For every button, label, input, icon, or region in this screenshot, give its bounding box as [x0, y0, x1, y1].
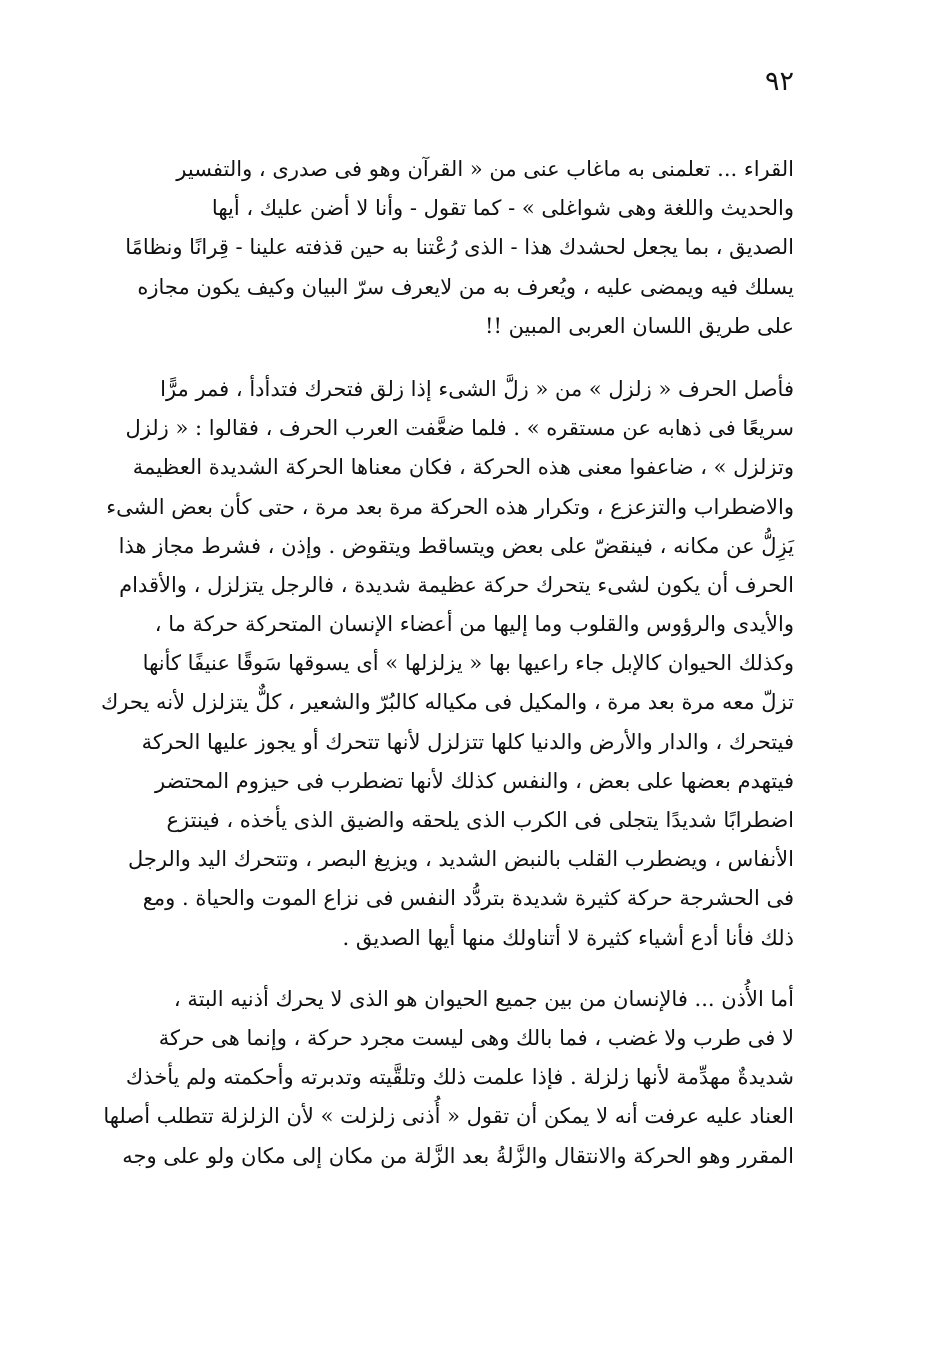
- text-line: وتزلزل » ، ضاعفوا معنى هذه الحركة ، فكان معناها الحركة الشديدة العظيمة: [132, 455, 794, 480]
- text-line: والأيدى والرؤوس والقلوب وما إليها من أعضاء الإنسان المتحركة حركة ما ،: [154, 612, 794, 637]
- paragraph-3: [94, 980, 794, 1176]
- text-line: والاضطراب والتزعزع ، وتكرار هذه الحركة مرة بعد مرة ، حتى كأن بعض الشىء: [106, 494, 794, 519]
- page-number: ٩٢: [764, 66, 794, 97]
- text-line: على طريق اللسان العربى المبين !!: [485, 313, 794, 338]
- paragraph-gap: [94, 346, 794, 370]
- body-text: [94, 150, 794, 1176]
- text-line: أما الأُذن ... فالإنسان من بين جميع الحيوان هو الذى لا يحرك أذنيه البتة ،: [173, 986, 794, 1011]
- text-line: فأصل الحرف « زلزل » من « زلَّ الشىء إذا زلق فتحرك فتدأدأ ، فمر مرًّا: [160, 376, 794, 401]
- text-line: سريعًا فى ذهابه عن مستقره » . فلما ضعَّفت العرب الحرف ، فقالوا : « زلزل: [125, 416, 794, 441]
- text-line: فيتهدم بعضها على بعض ، والنفس كذلك لأنها تضطرب فى حيزوم المحتضر: [155, 768, 794, 793]
- paragraph-1: [94, 150, 794, 346]
- text-line: اضطرابًا شديدًا يتجلى فى الكرب الذى يلحقه والضيق الذى يأخذه ، فينتزع: [166, 808, 794, 832]
- text-line: العناد عليه عرفت أنه لا يمكن أن تقول « أُذنى زلزلت » لأن الزلزلة تتطلب أصلها: [103, 1104, 794, 1129]
- text-line: القراء ... تعلمنى به ماغاب عنى من « القرآن وهو فى صدرى ، والتفسير: [176, 157, 794, 181]
- text-line: ذلك فأنا أدع أشياء كثيرة لا أتناولك منها أيها الصديق .: [342, 925, 794, 950]
- text-line: لا فى طرب ولا غضب ، فما بالك وهى ليست مجرد حركة ، وإنما هى حركة: [158, 1025, 794, 1050]
- text-line: تزلّ معه مرة بعد مرة ، والمكيل فى مكياله كالبُرّ والشعير ، كلٌّ يتزلزل لأنه يحرك: [101, 690, 794, 715]
- text-line: فى الحشرجة حركة كثيرة شديدة بتردُّد النفس فى نزاع الموت والحياة . ومع: [142, 886, 794, 911]
- paragraph-gap: [94, 958, 794, 980]
- text-line: الأنفاس ، ويضطرب القلب بالنبض الشديد ، ويزيغ البصر ، وتتحرك اليد والرجل: [127, 847, 794, 872]
- text-line: الصديق ، بما يجعل لحشدك هذا - الذى رُعْتنا به حين قذفته علينا - قِرانًا ونظامًا: [125, 235, 794, 260]
- paragraph-2: [94, 370, 794, 958]
- text-line: يَزِلُّ عن مكانه ، فينقضّ على بعض ويتساقط ويتقوض . وإذن ، فشرط مجاز هذا: [118, 533, 794, 558]
- text-line: المقرر وهو الحركة والانتقال والزَّلةُ بعد الزَّلة من مكان إلى مكان ولو على وجه: [122, 1143, 794, 1168]
- text-line: يسلك فيه ويمضى عليه ، ويُعرف به من لايعرف سرّ البيان وكيف يكون مجازه: [137, 274, 794, 299]
- text-line: والحديث واللغة وهى شواغلى » - كما تقول - وأنا لا أضن عليك ، أيها: [211, 196, 794, 221]
- text-line: فيتحرك ، والدار والأرض والدنيا كلها تتزلزل لأنها تتحرك أو يجوز عليها الحركة: [141, 729, 794, 754]
- text-line: الحرف أن يكون لشىء يتحرك حركة عظيمة شديدة ، فالرجل يتزلزل ، والأقدام: [119, 572, 794, 597]
- text-line: وكذلك الحيوان كالإبل جاء راعيها بها « يزلزلها » أى يسوقها سَوقًا عنيفًا كأنها: [142, 651, 794, 676]
- text-line: شديدةٌ مهدِّمة لأنها زلزلة . فإذا علمت ذلك وتلقَّيته وتدبرته وأحكمته ولم يأخذك: [125, 1065, 794, 1090]
